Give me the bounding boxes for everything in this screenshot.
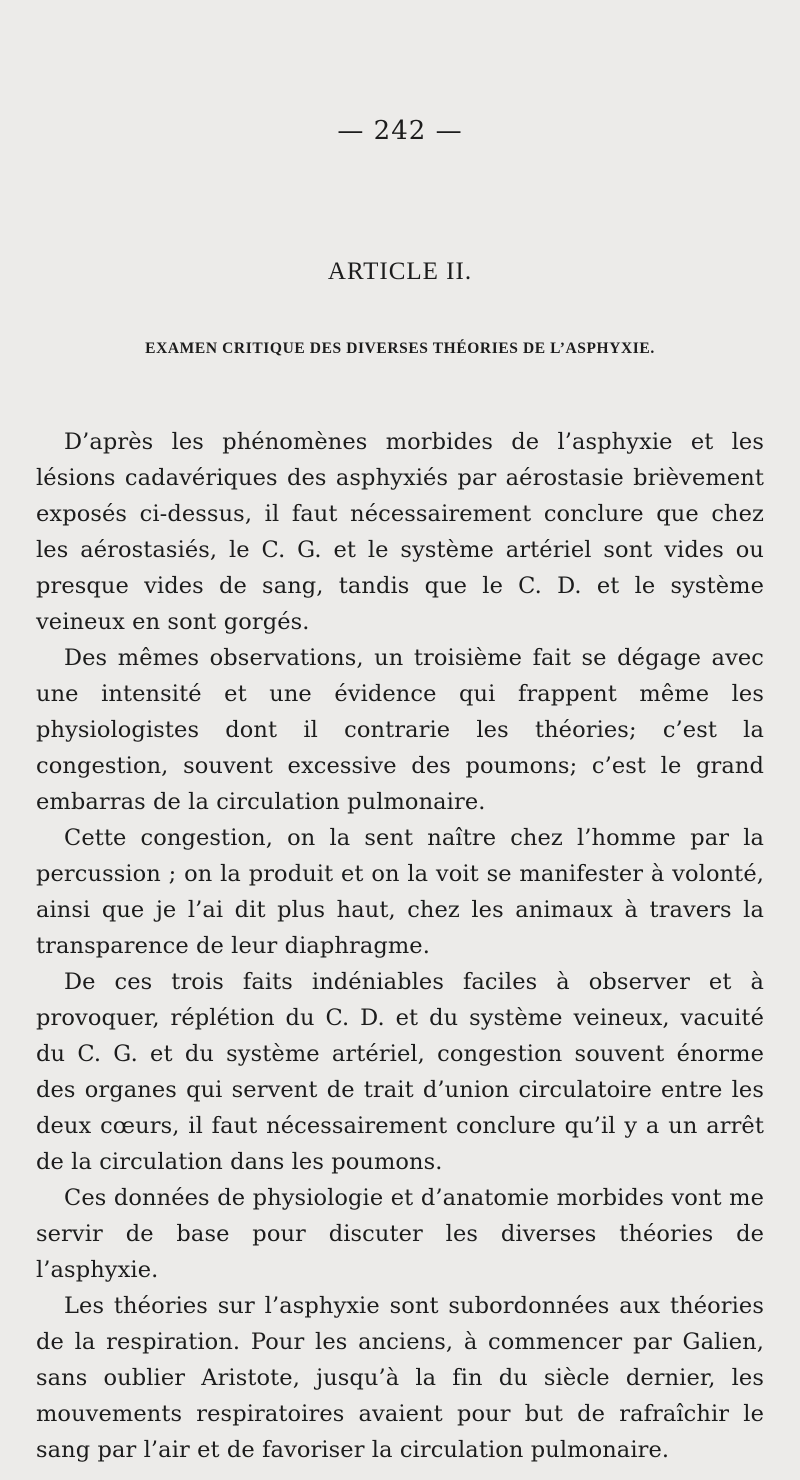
paragraph: De ces trois faits indéniables faciles à observer et à provoquer, réplétion du C. D. et du système veineux, vacuité du C. G. et du système artériel, congestion souvent énorme des organes qui servent de trait d’union circulatoire entre les deux cœurs, il faut nécessairement conclure qu’il y a un arrêt de la circulation dans les poumons. [36,969,764,1175]
article-title: ARTICLE II. [327,258,473,285]
article-subtitle: EXAMEN CRITIQUE DES DIVERSES THÉORIES DE L’ASPHYXIE. [145,340,655,357]
body-text [36,424,764,1468]
paragraph: Des mêmes observations, un troisième fait se dégage avec une intensité et une évidence qui frappent même les physiologistes dont il contrarie les théories; c’est la congestion, souvent excessive des poumons; c’est le grand embarras de la circulation pulmonaire. [36,645,764,815]
paragraph: D’après les phénomènes morbides de l’asphyxie et les lésions cadavériques des asphyxiés par aérostasie brièvement exposés ci-dessus, il faut nécessairement conclure que chez les aérostasiés, le C. G. et le système artériel sont vides ou presque vides de sang, tandis que le C. D. et le système veineux en sont gorgés. [36,429,764,635]
page-number: — 242 — [337,116,463,146]
paragraph: Ces données de physiologie et d’anatomie morbides vont me servir de base pour discuter les diverses théories de l’asphyxie. [36,1185,764,1283]
paragraph: Cette congestion, on la sent naître chez l’homme par la percussion ; on la produit et on la voit se manifester à volonté, ainsi que je l’ai dit plus haut, chez les animaux à travers la transparence de leur diaphragme. [36,825,764,959]
paragraph: Les théories sur l’asphyxie sont subordonnées aux théories de la respiration. Pour les anciens, à commencer par Galien, sans oublier Aristote, jusqu’à la fin du siècle dernier, les mouvements respiratoires avaient pour but de rafraîchir le sang par l’air et de favoriser la circulation pulmonaire. [36,1293,764,1463]
